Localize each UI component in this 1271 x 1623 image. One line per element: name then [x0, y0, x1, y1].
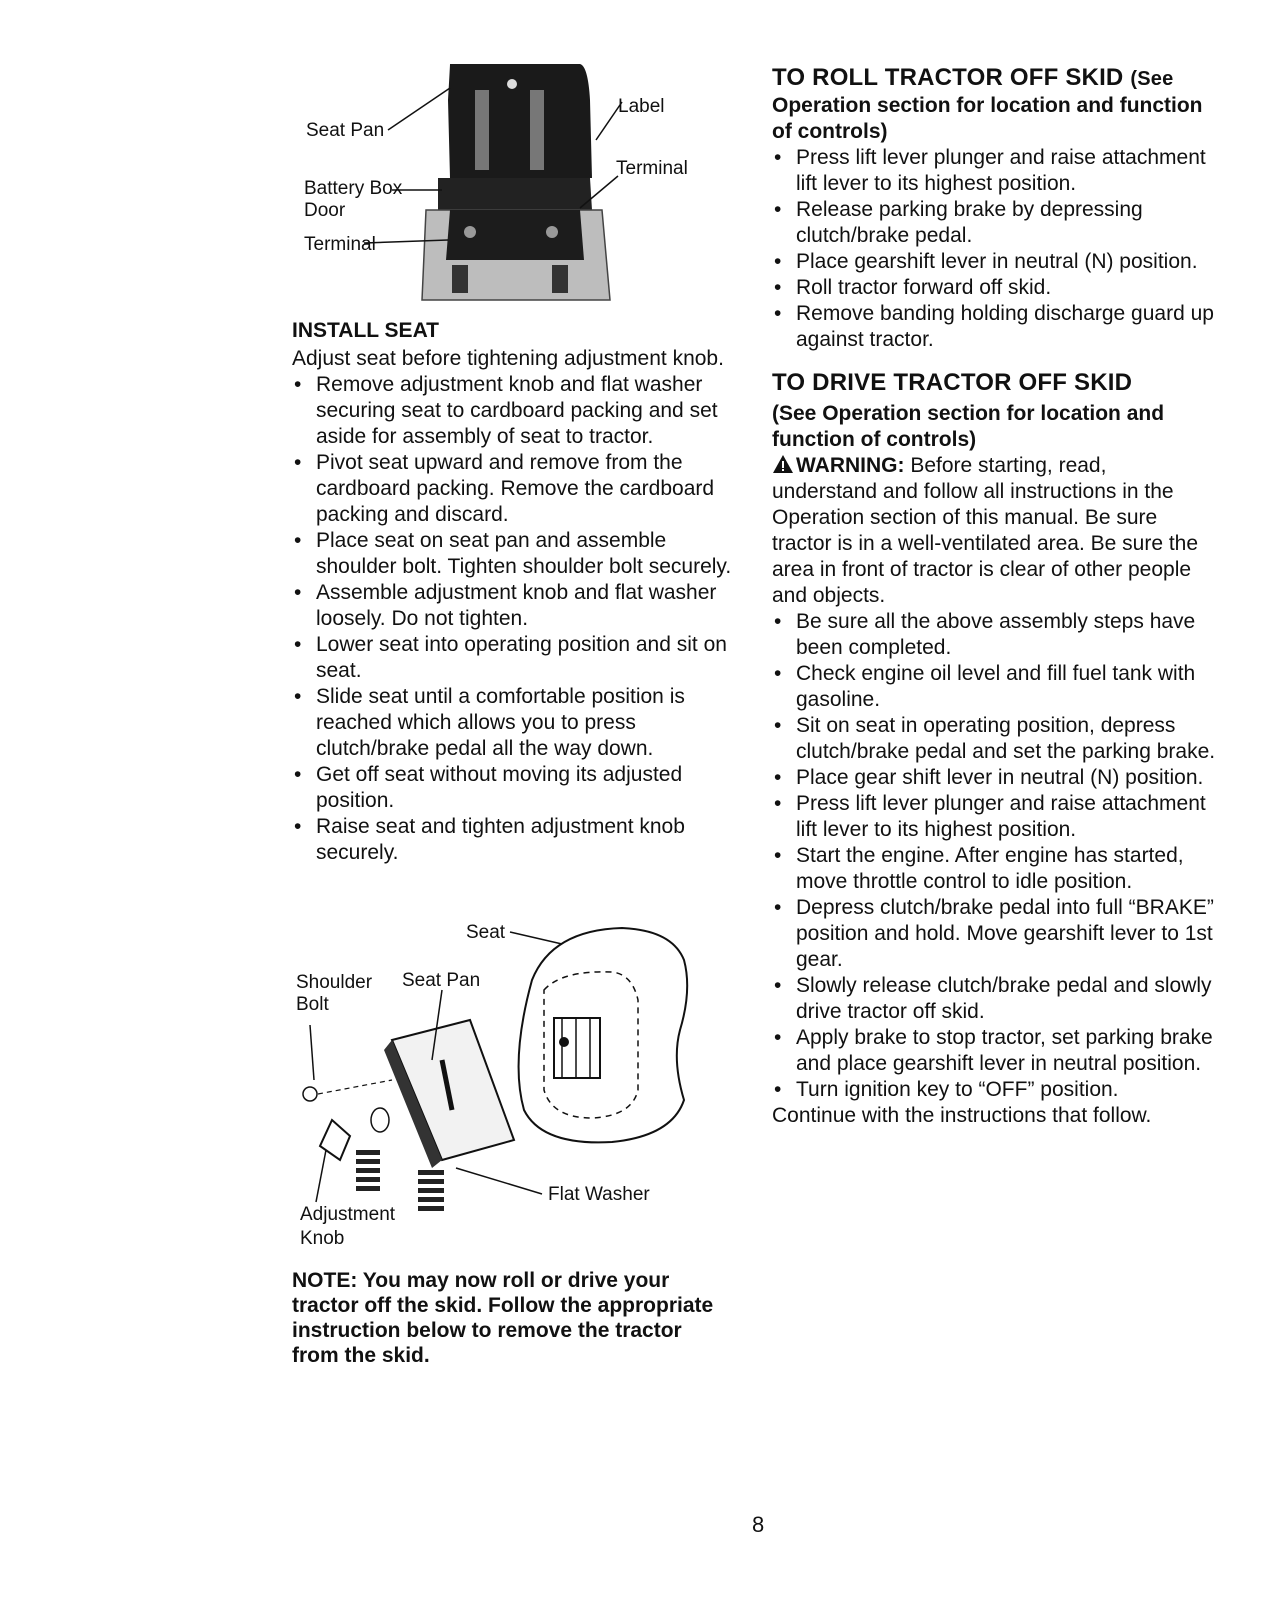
- seat-assembly-figure: [292, 910, 722, 1260]
- label-knob: Knob: [300, 1228, 345, 1249]
- list-item: • Slide seat until a comfortable position is reached which allows you to press clutch/brake pedal all the way down.: [292, 684, 732, 762]
- list-item: • Release parking brake by depressing clutch/brake pedal.: [772, 197, 1217, 249]
- warning-icon: [772, 454, 794, 474]
- roll-off-steps: [772, 145, 1217, 353]
- list-item: • Get off seat without moving its adjusted position.: [292, 762, 732, 814]
- list-item: • Assemble adjustment knob and flat washer loosely. Do not tighten.: [292, 580, 732, 632]
- install-seat-intro: Adjust seat before tightening adjustment knob.: [292, 347, 724, 370]
- list-item: • Press lift lever plunger and raise attachment lift lever to its highest position.: [772, 145, 1217, 197]
- drive-off-steps: [772, 609, 1217, 1103]
- list-item: • Remove banding holding discharge guard up against tractor.: [772, 301, 1217, 353]
- warning-text: Before starting, read, understand and follow all instructions in the Operation section of this manual. Be sure tractor is in a well-ventilated area. Be sure the area in front of tractor is clear of other people and objects.: [772, 454, 1199, 607]
- label-shoulder: Shoulder: [296, 972, 373, 993]
- list-item: • Depress clutch/brake pedal into full “BRAKE” position and hold. Move gearshift lever to 1st gear.: [772, 895, 1217, 973]
- list-item: • Place gear shift lever in neutral (N) position.: [772, 765, 1217, 791]
- warning-label: WARNING:: [796, 454, 905, 477]
- label-battery-box: Battery Box: [304, 178, 403, 199]
- label-terminal-right: Terminal: [616, 158, 688, 179]
- install-seat-title: INSTALL SEAT: [292, 319, 439, 342]
- install-seat-steps: [292, 372, 732, 866]
- list-item: • Be sure all the above assembly steps have been completed.: [772, 609, 1217, 661]
- list-item: • Place gearshift lever in neutral (N) position.: [772, 249, 1217, 275]
- list-item: • Raise seat and tighten adjustment knob securely.: [292, 814, 732, 866]
- drive-off-subtitle: (See Operation section for location and function of controls): [772, 402, 1165, 451]
- roll-off-title-suffix: (See: [1130, 68, 1174, 90]
- note-text: You may now roll or drive your tractor off the skid. Follow the appropriate instruction below to remove the tractor from the skid.: [292, 1269, 714, 1367]
- left-column: [292, 318, 732, 866]
- list-item: • Press lift lever plunger and raise attachment lift lever to its highest position.: [772, 791, 1217, 843]
- right-column: [772, 64, 1217, 1129]
- label-flat-washer: Flat Washer: [548, 1184, 650, 1205]
- roll-off-title-text: TO ROLL TRACTOR OFF SKID: [772, 64, 1124, 91]
- list-item: • Remove adjustment knob and flat washer securing seat to cardboard packing and set aside for assembly of seat to tractor.: [292, 372, 732, 450]
- label-seat-pan-2: Seat Pan: [402, 970, 481, 991]
- list-item: • Pivot seat upward and remove from the cardboard packing. Remove the cardboard packing and discard.: [292, 450, 732, 528]
- list-item: • Start the engine. After engine has started, move throttle control to idle position.: [772, 843, 1217, 895]
- warning-paragraph: [772, 453, 1217, 609]
- list-item: • Check engine oil level and fill fuel tank with gasoline.: [772, 661, 1217, 713]
- list-item: • Roll tractor forward off skid.: [772, 275, 1217, 301]
- page-number: 8: [752, 1512, 765, 1537]
- list-item: • Lower seat into operating position and sit on seat.: [292, 632, 732, 684]
- drive-off-title: TO DRIVE TRACTOR OFF SKID: [772, 369, 1133, 396]
- list-item: • Sit on seat in operating position, depress clutch/brake pedal and set the parking brake.: [772, 713, 1217, 765]
- label-adjustment: Adjustment: [300, 1204, 396, 1225]
- battery-box-figure: [300, 60, 720, 310]
- note-label: NOTE:: [292, 1269, 358, 1292]
- roll-off-title: [772, 64, 1217, 93]
- roll-off-subtitle: Operation section for location and function of controls): [772, 94, 1203, 143]
- list-item: • Apply brake to stop tractor, set parking brake and place gearshift lever in neutral position.: [772, 1025, 1217, 1077]
- label-terminal-left: Terminal: [304, 234, 376, 255]
- list-item: • Turn ignition key to “OFF” position.: [772, 1077, 1217, 1103]
- label-label: Label: [618, 96, 665, 117]
- label-seat-pan: Seat Pan: [306, 120, 385, 141]
- closing-text: Continue with the instructions that follow.: [772, 1104, 1152, 1127]
- list-item: • Place seat on seat pan and assemble shoulder bolt. Tighten shoulder bolt securely.: [292, 528, 732, 580]
- list-item: • Slowly release clutch/brake pedal and slowly drive tractor off skid.: [772, 973, 1217, 1025]
- label-bolt: Bolt: [296, 994, 329, 1015]
- label-door: Door: [304, 200, 346, 221]
- note-block: [292, 1268, 732, 1368]
- label-seat: Seat: [466, 922, 506, 943]
